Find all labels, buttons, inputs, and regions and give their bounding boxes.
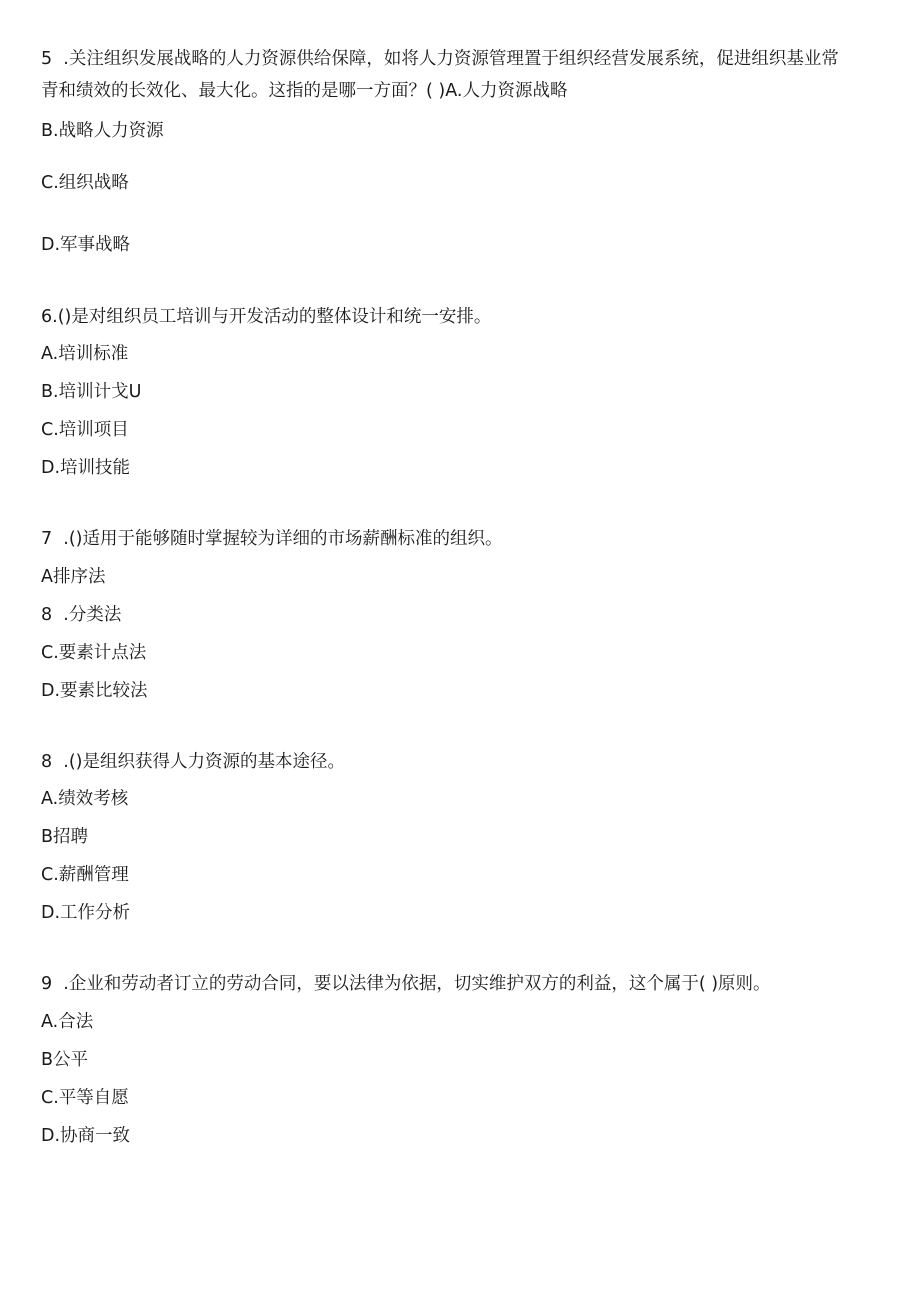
- question-6-option-c: C.培训项目: [41, 420, 129, 440]
- question-9-option-b: B公平: [41, 1050, 89, 1070]
- question-7-option-d: D.要素比较法: [41, 681, 148, 701]
- question-6-option-d: D.培训技能: [41, 458, 131, 478]
- question-5-stem-line-1: 5 .关注组织发展战略的人力资源供给保障，如将人力资源管理置于组织经营发展系统，促进组织基业常: [41, 49, 839, 69]
- question-8-option-b: B招聘: [41, 827, 89, 847]
- question-9-stem: 9 .企业和劳动者订立的劳动合同，要以法律为依据，切实维护双方的利益，这个属于( )原则。: [41, 974, 771, 994]
- question-7-stem: 7 .()适用于能够随时掌握较为详细的市场薪酬标准的组织。: [41, 529, 503, 549]
- question-5-stem-line-2: 青和绩效的长效化、最大化。这指的是哪一方面？( )A.人力资源战略: [41, 81, 568, 101]
- question-5-option-c: C.组织战略: [41, 173, 129, 193]
- question-6-stem: 6.()是对组织员工培训与开发活动的整体设计和统一安排。: [41, 307, 492, 327]
- question-8-option-d: D.工作分析: [41, 903, 131, 923]
- question-9-option-c: C.平等自愿: [41, 1088, 129, 1108]
- question-6-option-a: A.培训标准: [41, 344, 129, 364]
- question-6-option-b: B.培训计戈U: [41, 382, 142, 402]
- question-7-option-c: C.要素计点法: [41, 643, 147, 663]
- question-9-option-d: D.协商一致: [41, 1126, 131, 1146]
- question-8-option-a: A.绩效考核: [41, 789, 129, 809]
- question-5-option-b: B.战略人力资源: [41, 121, 164, 141]
- question-8-option-c: C.薪酬管理: [41, 865, 129, 885]
- question-5-option-d: D.军事战略: [41, 235, 131, 255]
- question-8-stem: 8 .()是组织获得人力资源的基本途径。: [41, 752, 345, 772]
- question-9-option-a: A.合法: [41, 1012, 94, 1032]
- question-7-option-b: 8 .分类法: [41, 605, 122, 625]
- question-7-option-a: A排序法: [41, 567, 106, 587]
